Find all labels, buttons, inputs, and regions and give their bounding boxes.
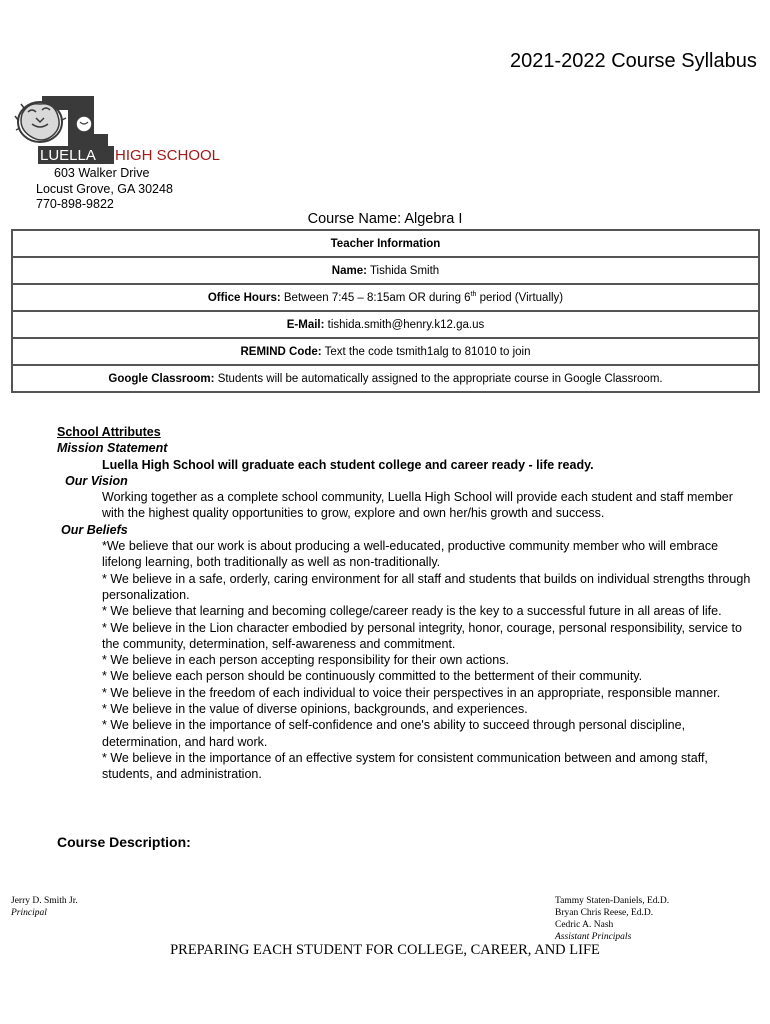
course-description-heading: Course Description: (57, 834, 191, 850)
table-row (12, 311, 759, 338)
school-attributes-heading: School Attributes (57, 425, 161, 439)
vision-heading: Our Vision (65, 473, 128, 488)
beliefs-heading: Our Beliefs (61, 522, 128, 537)
email-cell: E-Mail: tishida.smith@henry.k12.ga.us (12, 311, 759, 338)
belief-item: * We believe in the importance of an effective system for consistent communication between and among staff, students, and administration. (102, 750, 708, 782)
table-row (12, 284, 759, 311)
mission-statement: Luella High School will graduate each student college and career ready - life ready. (102, 457, 594, 472)
table-row (12, 338, 759, 365)
belief-item: * We believe in the value of diverse opinions, backgrounds, and experiences. (102, 702, 528, 717)
principal-block (11, 895, 78, 919)
principal-title: Principal (11, 908, 47, 918)
belief-item: * We believe in the importance of self-confidence and one's ability to succeed through personal discipline, determination, and hard work. (102, 718, 686, 749)
teacher-info-heading: Teacher Information (12, 230, 759, 257)
school-address (36, 166, 173, 213)
school-motto: PREPARING EACH STUDENT FOR COLLEGE, CAREER, AND LIFE (170, 942, 600, 958)
email-link[interactable]: tishida.smith@henry.k12.ga.us (327, 318, 485, 331)
belief-item: * We believe that learning and becoming college/career ready is the key to a successful future in all areas of life. (102, 604, 722, 619)
table-row (12, 257, 759, 284)
lion-logo-icon (14, 94, 250, 166)
belief-item: *We believe that our work is about producing a well-educated, productive community member who will embrace lifelong learning, both traditionally as well as non-traditionally. (102, 539, 719, 570)
assistant-principals-block (555, 895, 669, 943)
google-classroom-cell: Google Classroom: Students will be automatically assigned to the appropriate course in Google Classroom. (12, 365, 759, 392)
belief-item: * We believe each person should be continuously committed to the betterment of their community. (102, 669, 643, 684)
belief-item: * We believe in the freedom of each individual to voice their perspectives in an appropriate, responsible manner. (102, 685, 721, 700)
vision-text: Working together as a complete school community, Luella High School will provide each student and staff member with the highest quality opportunities to grow, explore and own her/his growth and success. (102, 490, 733, 521)
assistant-principals-title: Assistant Principals (555, 932, 632, 942)
teacher-name-cell: Name: Tishida Smith (12, 257, 759, 284)
assistant-principal-name: Tammy Staten-Daniels, Ed.D. (555, 896, 670, 906)
belief-item: * We believe in a safe, orderly, caring environment for all staff and students that builds on individual strengths through personalization. (102, 571, 751, 602)
page-title: 2021-2022 Course Syllabus (510, 50, 757, 72)
office-hours-cell: Office Hours: Between 7:45 – 8:15am OR during 6th period (Virtually) (12, 284, 759, 311)
belief-item: * We believe in the Lion character embodied by personal integrity, honor, courage, personal responsibility, service to the community, determination, self-awareness and commitment. (102, 620, 742, 651)
table-row (12, 230, 759, 257)
remind-code-cell: REMIND Code: Text the code tsmith1alg to 81010 to join (12, 338, 759, 365)
course-name: Course Name: Algebra I (307, 211, 463, 227)
table-row (12, 365, 759, 392)
school-logo (14, 94, 250, 166)
address-city: Locust Grove, GA 30248 (36, 181, 173, 196)
assistant-principal-name: Cedric A. Nash (555, 920, 614, 930)
address-phone: 770-898-9822 (36, 197, 114, 211)
belief-item: * We believe in each person accepting responsibility for their own actions. (102, 653, 509, 668)
mission-heading: Mission Statement (57, 441, 168, 456)
address-street: 603 Walker Drive (54, 166, 150, 180)
teacher-info-table (11, 229, 760, 393)
principal-name: Jerry D. Smith Jr. (11, 896, 78, 906)
logo-school-name-left: LUELLA (40, 147, 96, 164)
logo-school-name-right: HIGH SCHOOL (115, 147, 221, 164)
school-attributes (57, 424, 757, 783)
assistant-principal-name: Bryan Chris Reese, Ed.D. (555, 908, 654, 918)
